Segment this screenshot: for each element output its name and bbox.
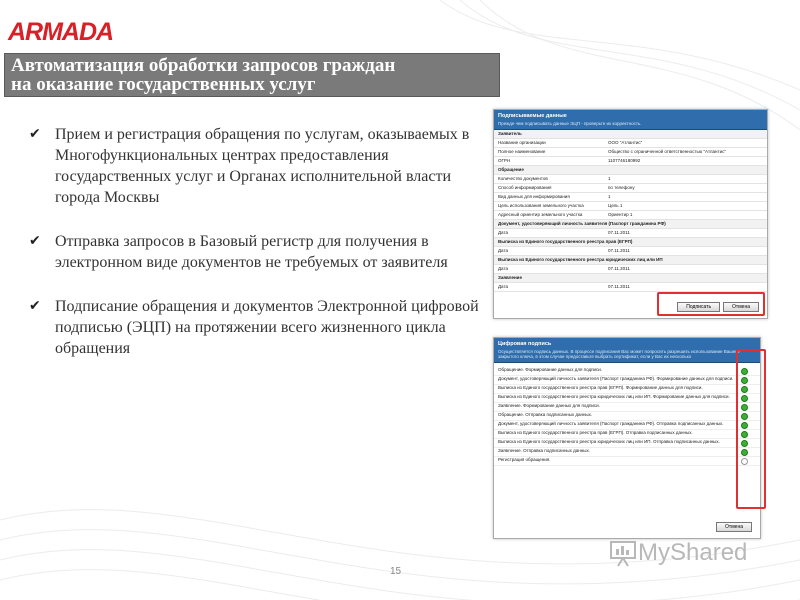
field-label: Способ информирования bbox=[498, 185, 552, 190]
bullet-text: Прием и регистрация обращения по услугам, оказываемых в Многофункциональных центрах предоставления государственных услуг и Органах исполнительной власти города Москвы bbox=[55, 126, 470, 206]
list-item bbox=[494, 376, 760, 385]
field-label: Документ, удостоверяющий личность заявителя (Паспорт гражданина РФ) bbox=[498, 221, 666, 226]
checkmark-icon: ✔ bbox=[29, 233, 41, 249]
field-value: 1 bbox=[608, 194, 611, 199]
highlight-frame bbox=[657, 292, 765, 316]
checkmark-icon: ✔ bbox=[29, 298, 41, 314]
bullet-list bbox=[25, 124, 480, 382]
field-value bbox=[608, 274, 763, 282]
table-row bbox=[494, 247, 767, 256]
digital-signature-screenshot bbox=[493, 337, 761, 539]
slide-title bbox=[4, 53, 500, 97]
digital-signature-header bbox=[494, 338, 760, 363]
field-label: Полное наименование bbox=[498, 149, 546, 154]
digital-signature-buttons bbox=[716, 522, 752, 532]
table-row bbox=[494, 274, 767, 283]
field-value: 07.11.2011 bbox=[608, 266, 630, 271]
field-value: 07.11.2011 bbox=[608, 248, 630, 253]
checkmark-icon: ✔ bbox=[29, 126, 41, 142]
step-text: Выписка из Единого государственного реестра юридических лиц или ИП. Отправка подписанных данных. bbox=[498, 439, 720, 444]
field-label: Дата bbox=[498, 284, 508, 289]
field-value bbox=[608, 256, 763, 264]
field-label: Обращение bbox=[498, 167, 524, 172]
table-row bbox=[494, 157, 767, 166]
armada-logo: ARMADA bbox=[8, 18, 114, 46]
bullet-text: Отправка запросов в Базовый регистр для получения в электронном виде документов не требуемых от заявителя bbox=[55, 233, 448, 271]
field-value: 07.11.2011 bbox=[608, 230, 630, 235]
step-text: Документ, удостоверяющий личность заявителя (Паспорт гражданина РФ). Формирование данных для подписи. bbox=[498, 376, 734, 381]
signed-data-title: Подписываемые данные bbox=[498, 113, 567, 119]
list-item bbox=[494, 385, 760, 394]
digital-signature-subtitle: Осуществляется подпись данных. В процессе подписания Вас может попросить разрешить использование Вашего закрытого ключа, в этом случае предоставьте выбрать сертификат, если у Вас их несколько bbox=[498, 349, 740, 359]
table-row bbox=[494, 184, 767, 193]
field-value bbox=[608, 166, 763, 174]
field-value bbox=[608, 130, 763, 138]
list-item bbox=[494, 394, 760, 403]
table-row bbox=[494, 175, 767, 184]
table-row bbox=[494, 229, 767, 238]
list-item bbox=[494, 457, 760, 466]
table-row bbox=[494, 202, 767, 211]
list-item bbox=[494, 403, 760, 412]
slide-title-line1: Автоматизация обработки запросов граждан bbox=[11, 55, 396, 76]
table-row bbox=[494, 256, 767, 265]
field-value: Цель 1 bbox=[608, 203, 623, 208]
watermark-text: MyShared bbox=[638, 539, 748, 566]
field-label: Количество документов bbox=[498, 176, 548, 181]
table-row bbox=[494, 130, 767, 139]
signed-data-subtitle: Прежде чем подписывать данные ЭЦП - проверьте их корректность. bbox=[498, 121, 642, 126]
field-label: Выписка из Единого государственного реестра прав (ЕГРП) bbox=[498, 239, 633, 244]
table-row bbox=[494, 166, 767, 175]
table-row bbox=[494, 148, 767, 157]
step-text: Заявление. Отправка подписанных данных. bbox=[498, 448, 590, 453]
bullet-item bbox=[25, 231, 480, 273]
list-item bbox=[494, 367, 760, 376]
field-value bbox=[608, 220, 763, 228]
cancel-button[interactable]: Отмена bbox=[716, 522, 752, 532]
digital-signature-title: Цифровая подпись bbox=[498, 341, 552, 347]
field-label: Название организации bbox=[498, 140, 546, 145]
field-label: Дата bbox=[498, 248, 508, 253]
field-label: Выписка из Единого государственного реестра юридических лиц или ИП bbox=[498, 257, 663, 262]
list-item bbox=[494, 421, 760, 430]
list-item bbox=[494, 412, 760, 421]
page-number: 15 bbox=[390, 566, 402, 577]
step-text: Регистрация обращения. bbox=[498, 457, 551, 462]
table-row bbox=[494, 283, 767, 292]
bullet-text: Подписание обращения и документов Электронной цифровой подписью (ЭЦП) на протяжении всего жизненного цикла обращения bbox=[55, 298, 479, 357]
slide-title-line2: на оказание государственных услуг bbox=[11, 74, 316, 95]
bullet-item bbox=[25, 296, 480, 359]
table-row bbox=[494, 211, 767, 220]
table-row bbox=[494, 193, 767, 202]
step-text: Обращение. Формирование данных для подписи. bbox=[498, 367, 603, 372]
highlight-frame bbox=[736, 349, 766, 509]
field-value: 1 bbox=[608, 176, 611, 181]
list-item bbox=[494, 448, 760, 457]
table-row bbox=[494, 139, 767, 148]
field-label: Цель использования земельного участка bbox=[498, 203, 584, 208]
table-row bbox=[494, 220, 767, 229]
field-label: Заявление bbox=[498, 275, 522, 280]
signed-data-header bbox=[494, 110, 767, 130]
presentation-icon bbox=[608, 538, 638, 568]
field-label: Вид данных для информирования bbox=[498, 194, 570, 199]
field-label: Дата bbox=[498, 266, 508, 271]
signed-data-table bbox=[494, 130, 767, 292]
step-text: Заявление. Формирование данных для подписи. bbox=[498, 403, 600, 408]
field-label: Адресный ориентир земельного участка bbox=[498, 212, 583, 217]
field-value: Ориентир 1 bbox=[608, 212, 633, 217]
watermark bbox=[608, 538, 747, 568]
step-text: Выписка из Единого государственного реестра юридических лиц или ИП. Формирование данных для подписи. bbox=[498, 394, 730, 399]
step-text: Выписка из Единого государственного реестра прав (ЕГРП). Отправка подписанных данных. bbox=[498, 430, 693, 435]
field-value: по телефону bbox=[608, 185, 635, 190]
field-value: 1107746180992 bbox=[608, 158, 641, 163]
table-row bbox=[494, 238, 767, 247]
step-text: Документ, удостоверяющий личность заявителя (Паспорт гражданина РФ). Отправка подписанных данных. bbox=[498, 421, 724, 426]
step-text: Обращение. Отправка подписанных данных. bbox=[498, 412, 593, 417]
field-label: Дата bbox=[498, 230, 508, 235]
field-value: ООО "Атлантис" bbox=[608, 140, 643, 145]
signature-steps-list bbox=[494, 363, 760, 466]
list-item bbox=[494, 430, 760, 439]
cancel-button[interactable]: Отмена bbox=[723, 302, 759, 312]
field-label: Заявитель bbox=[498, 131, 522, 136]
bullet-item bbox=[25, 124, 480, 208]
field-label: ОГРН bbox=[498, 158, 511, 163]
sign-button[interactable]: Подписать bbox=[677, 302, 720, 312]
list-item bbox=[494, 439, 760, 448]
table-row bbox=[494, 265, 767, 274]
signed-data-screenshot bbox=[493, 109, 768, 319]
field-value bbox=[608, 238, 763, 246]
field-value: Общество с ограниченной ответственностью "Атлантис" bbox=[608, 149, 726, 154]
step-text: Выписка из Единого государственного реестра прав (ЕГРП). Формирование данных для подписи. bbox=[498, 385, 703, 390]
field-value: 07.11.2011 bbox=[608, 284, 630, 289]
